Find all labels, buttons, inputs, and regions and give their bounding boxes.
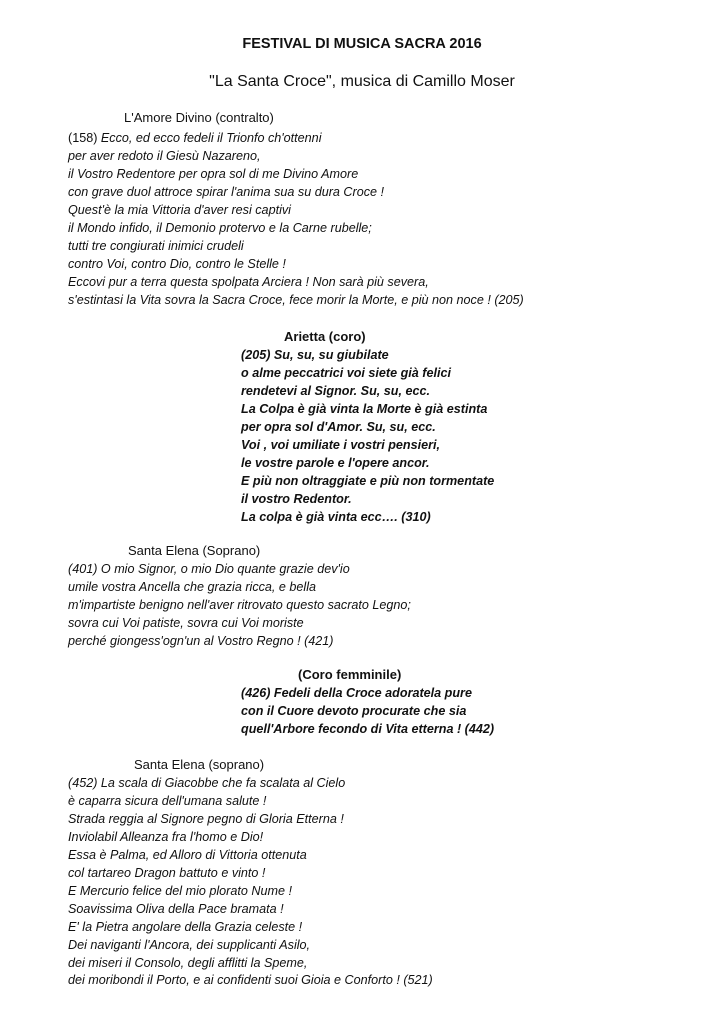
verse-line: con il Cuore devoto procurate che sia <box>241 703 467 718</box>
verse-text: Ecco, ed ecco fedeli il Trionfo ch'ottenni <box>97 131 322 145</box>
verse-line: il Vostro Redentore per opra sol di me Divino Amore <box>68 166 359 181</box>
verse-line: dei miseri il Consolo, degli afflitti la Speme, <box>68 955 308 970</box>
verse-line: Eccovi pur a terra questa spolpata Arciera ! Non sarà più severa, <box>68 274 429 289</box>
recitative-amore-divino <box>68 130 524 310</box>
verse-line: con grave duol attroce spirar l'anima sua su dura Croce ! <box>68 184 385 199</box>
verse-line: (452) La scala di Giacobbe che fa scalata al Cielo <box>68 776 346 790</box>
verse-number: (158) <box>68 131 98 145</box>
verse-line: perché giongess'ogn'un al Vostro Regno ! (421) <box>68 633 334 648</box>
verse-line: Voi , voi umiliate i vostri pensieri, <box>241 437 440 452</box>
verse-line: per aver redoto il Giesù Nazareno, <box>68 148 261 163</box>
verse-line: quell'Arbore fecondo di Vita etterna ! (442) <box>241 721 495 736</box>
verse-line: contro Voi, contro Dio, contro le Stelle ! <box>68 256 286 271</box>
verse-line: rendetevi al Signor. Su, su, ecc. <box>241 383 430 398</box>
verse-line: La Colpa è già vinta la Morte è già estinta <box>241 401 488 416</box>
verse-line: umile vostra Ancella che grazia ricca, e bella <box>68 579 317 594</box>
verse-line: s'estintasi la Vita sovra la Sacra Croce, fece morir la Morte, e più non noce ! (205) <box>68 292 524 307</box>
heading-coro-femminile: (Coro femminile) <box>298 667 402 682</box>
verse-line: (426) Fedeli della Croce adoratela pure <box>241 686 472 700</box>
verse-line: E Mercurio felice del mio plorato Nume ! <box>68 883 292 898</box>
recitative-santa-elena-1 <box>68 561 411 651</box>
verse-line: Inviolabil Alleanza fra l'homo e Dio! <box>68 829 264 844</box>
coro-femminile-lyrics <box>241 685 494 739</box>
heading-arietta-coro: Arietta (coro) <box>284 329 366 344</box>
document-subtitle: "La Santa Croce", musica di Camillo Moser <box>209 73 515 90</box>
verse-line: E' la Pietra angolare della Grazia celeste ! <box>68 919 303 934</box>
verse-line: Quest'è la mia Vittoria d'aver resi captivi <box>68 202 291 217</box>
document-title: FESTIVAL DI MUSICA SACRA 2016 <box>242 36 482 52</box>
verse-line: le vostre parole e l'opere ancor. <box>241 455 430 470</box>
verse-line: (401) O mio Signor, o mio Dio quante grazie dev'io <box>68 562 350 576</box>
verse-line: o alme peccatrici voi siete già felici <box>241 365 451 380</box>
arietta-coro-lyrics <box>241 347 494 527</box>
verse-line: Soavissima Oliva della Pace bramata ! <box>68 901 284 916</box>
verse-line: è caparra sicura dell'umana salute ! <box>68 793 267 808</box>
verse-line: col tartareo Dragon battuto e vinto ! <box>68 865 266 880</box>
verse-line: Strada reggia al Signore pegno di Gloria Etterna ! <box>68 811 344 826</box>
speaker-amore-divino: L'Amore Divino (contralto) <box>124 110 274 125</box>
speaker-santa-elena-2: Santa Elena (soprano) <box>134 757 265 772</box>
verse-line: tutti tre congiurati inimici crudeli <box>68 238 244 253</box>
verse-line: Essa è Palma, ed Alloro di Vittoria ottenuta <box>68 847 307 862</box>
verse-line: il Mondo infido, il Demonio protervo e la Carne rubelle; <box>68 220 372 235</box>
verse-line: Dei naviganti l'Ancora, dei supplicanti Asilo, <box>68 937 311 952</box>
verse-line: il vostro Redentor. <box>241 491 352 506</box>
verse-line: per opra sol d'Amor. Su, su, ecc. <box>241 419 436 434</box>
verse-line: La colpa è già vinta ecc…. (310) <box>241 509 431 524</box>
verse-line: dei moribondi il Porto, e ai confidenti suoi Gioia e Conforto ! (521) <box>68 973 433 988</box>
verse-line: sovra cui Voi patiste, sovra cui Voi moriste <box>68 615 304 630</box>
verse-line: (205) Su, su, su giubilate <box>241 348 389 362</box>
verse-line: E più non oltraggiate e più non tormentate <box>241 473 495 488</box>
speaker-santa-elena-1: Santa Elena (Soprano) <box>128 543 261 558</box>
recitative-santa-elena-2 <box>68 775 433 990</box>
verse-line: m'impartiste benigno nell'aver ritrovato questo sacrato Legno; <box>68 597 411 612</box>
verse-line <box>68 130 524 148</box>
